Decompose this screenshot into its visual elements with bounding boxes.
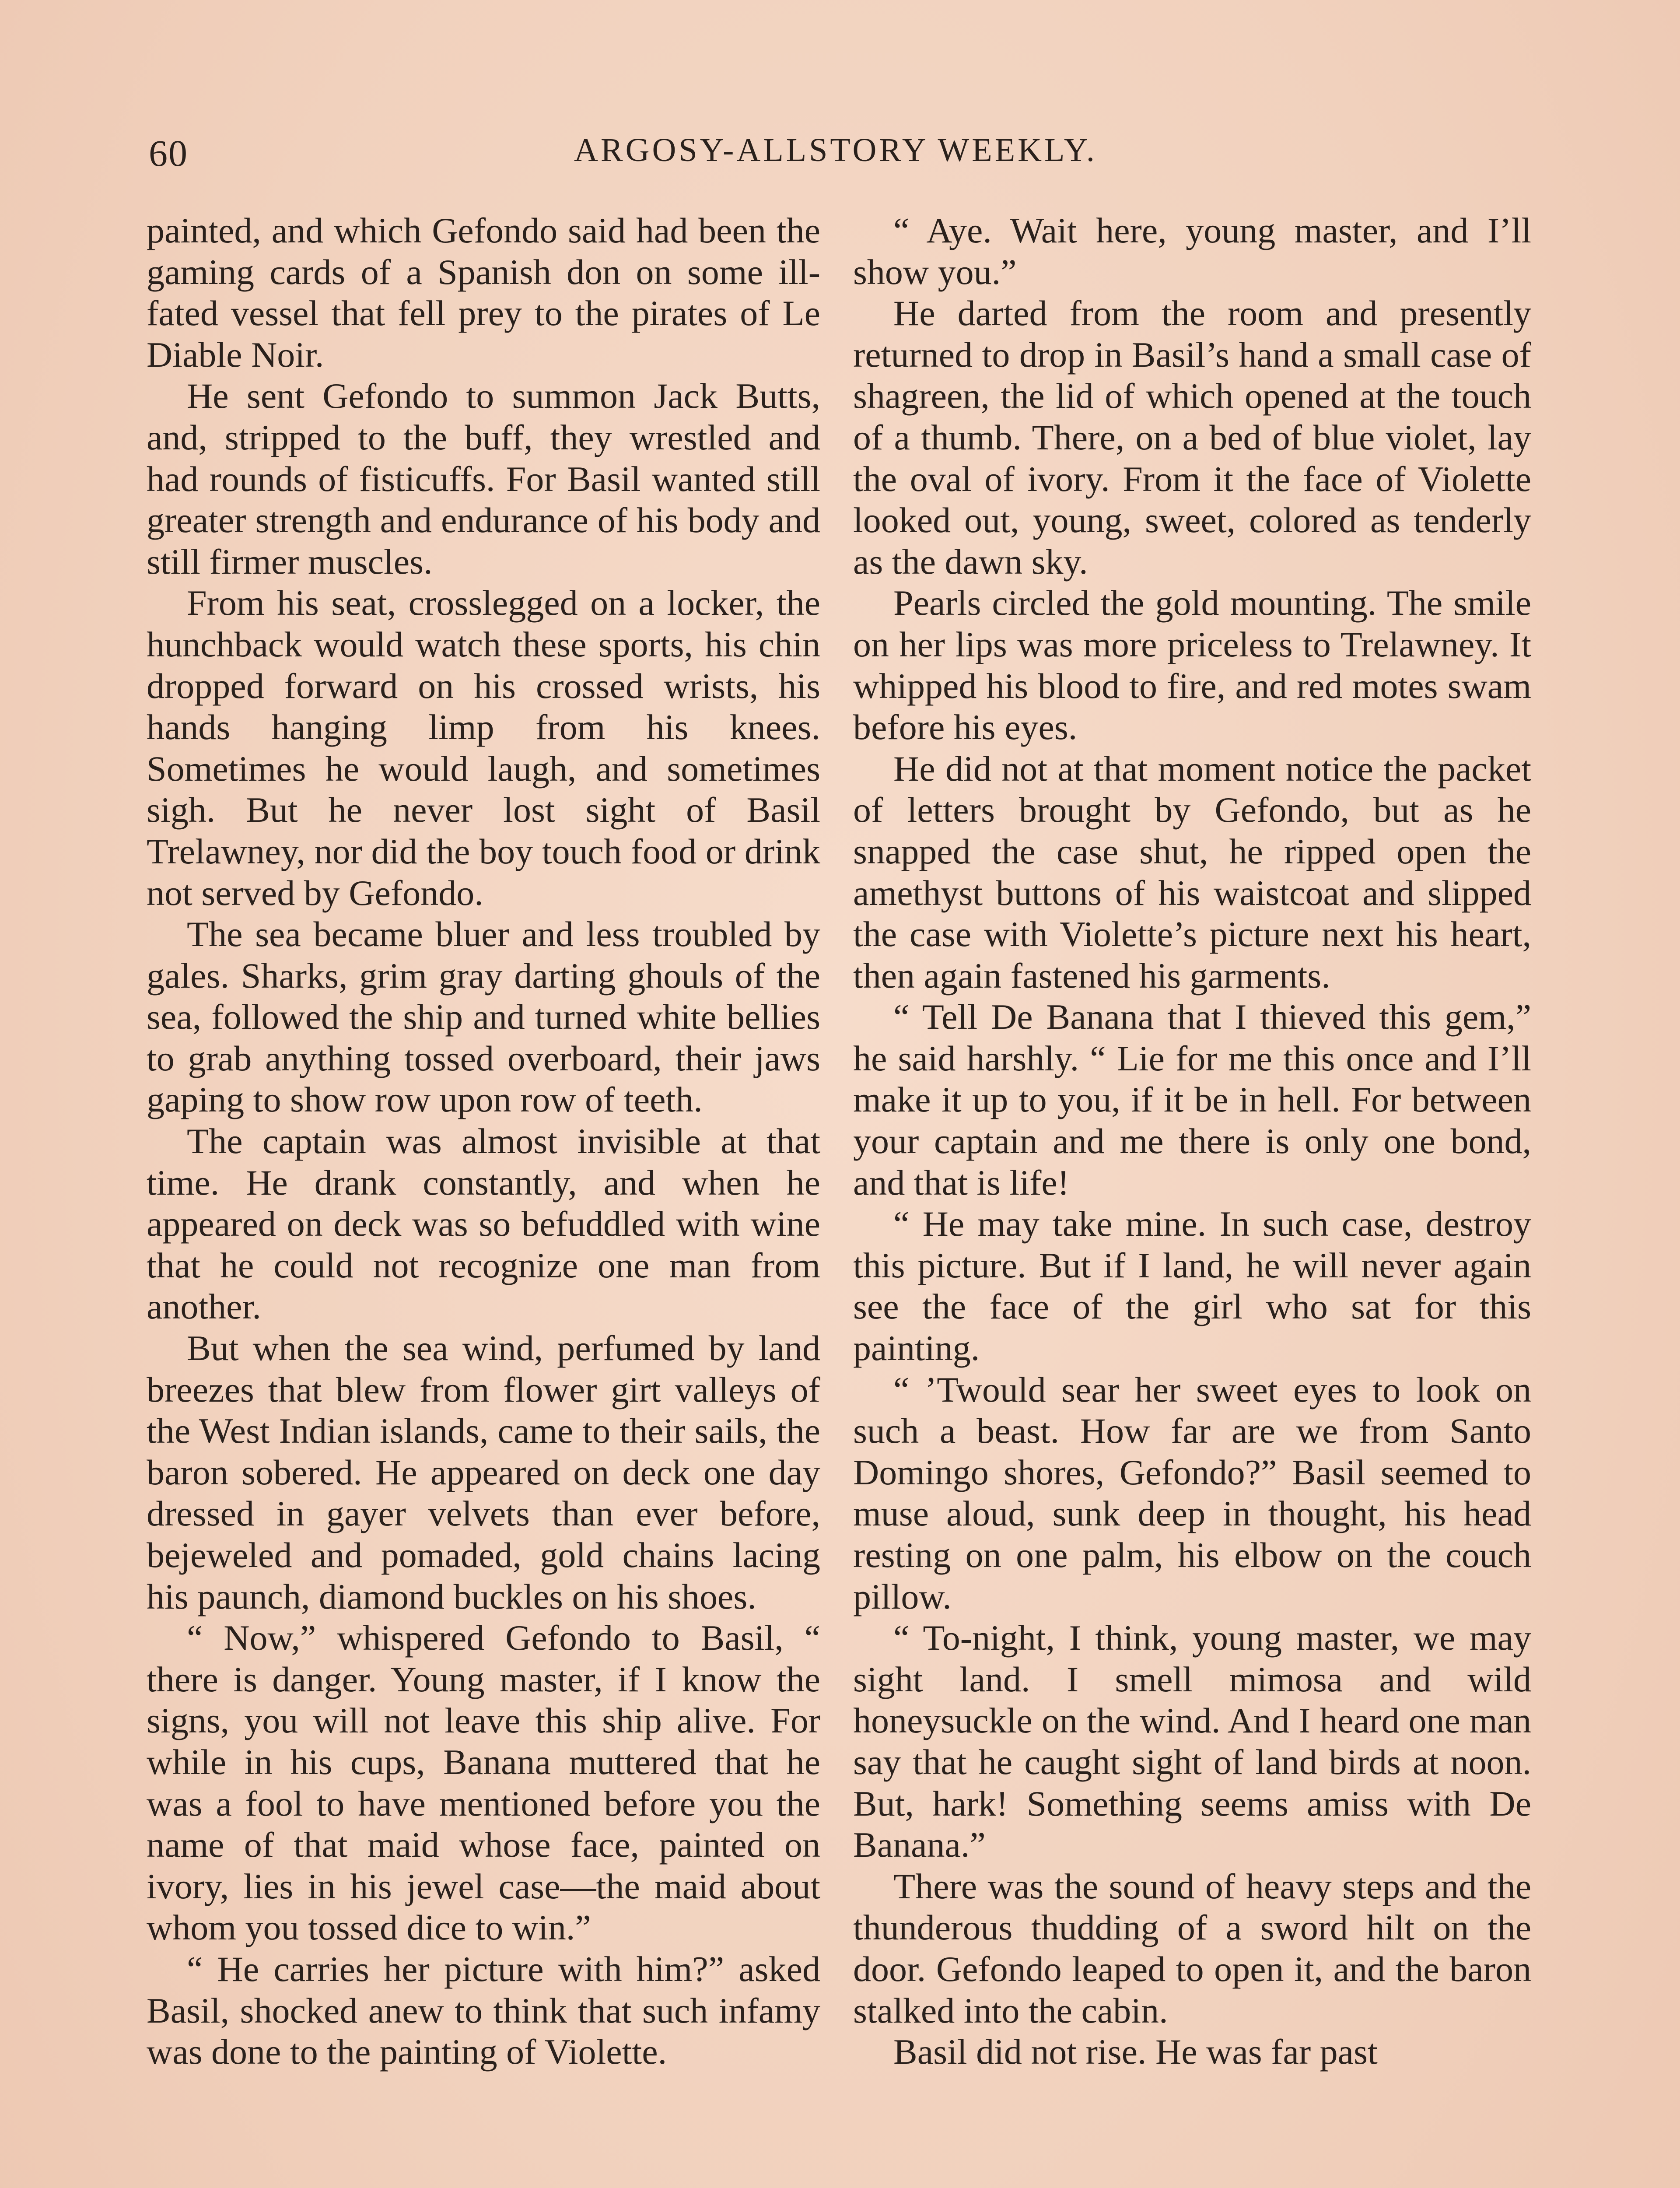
paragraph: “ Now,” whispered Gefondo to Basil, “ there is danger. Young master, if I know the signs, you will not leave this ship alive. For while in his cups, Banana muttered that he was a fool to have mentioned before you the name of that maid whose face, painted on ivory, lies in his jewel case—the maid about whom you tossed dice to win.” (147, 1618, 820, 1948)
paragraph: There was the sound of heavy steps and the thunderous thudding of a sword hilt on the door. Gefondo leaped to open it, and the baron stalked into the cabin. (853, 1866, 1531, 2030)
paragraph: He did not at that moment notice the packet of letters brought by Gefondo, but as he snapped the case shut, he ripped open the amethyst buttons of his waistcoat and slipped the case with Violette’s picture next his heart, then again fastened his garments. (853, 748, 1531, 996)
paragraph: “ Aye. Wait here, young master, and I’ll show you.” (853, 210, 1531, 292)
paragraph: The captain was almost invisible at that time. He drank constantly, and when he appeared on deck was so befuddled with wine that he could not recognize one man from another. (147, 1121, 820, 1327)
paragraph: “ ’Twould sear her sweet eyes to look on such a beast. How far are we from Santo Domingo shores, Gefondo?” Basil seemed to muse aloud, sunk deep in thought, his head resting on one palm, his elbow on the couch pillow. (853, 1369, 1531, 1616)
paragraph: But when the sea wind, perfumed by land breezes that blew from flower girt valleys of the West Indian islands, came to their sails, the baron sobered. He appeared on deck one day dressed in gayer velvets than ever before, bejeweled and pomaded, gold chains lacing his paunch, diamond buckles on his shoes. (147, 1328, 820, 1616)
page-number: 60 (149, 132, 188, 174)
paragraph: “ He may take mine. In such case, destroy this picture. But if I land, he will never again see the face of the girl who sat for this painting. (853, 1204, 1531, 1368)
paragraph: painted, and which Gefondo said had been the gaming cards of a Spanish don on some ill-fated vessel that fell prey to the pirates of Le Diable Noir. (147, 210, 820, 375)
paragraph: He darted from the room and presently returned to drop in Basil’s hand a small case of shagreen, the lid of which opened at the touch of a thumb. There, on a bed of blue violet, lay the oval of ivory. From it the face of Violette looked out, young, sweet, colored as tenderly as the dawn sky. (853, 293, 1531, 582)
paragraph: Basil did not rise. He was far past (893, 2032, 1378, 2072)
left-column (147, 210, 820, 2073)
paragraph: From his seat, crosslegged on a locker, the hunchback would watch these sports, his chin dropped forward on his crossed wrists, his hands hanging limp from his knees. Sometimes he would laugh, and sometimes sigh. But he never lost sight of Basil Trelawney, nor did the boy touch food or drink not served by Gefondo. (147, 583, 820, 913)
paragraph: “ Tell De Banana that I thieved this gem,” he said harshly. “ Lie for me this once and I’ll make it up to you, if it be in hell. For between your captain and me there is only one bond, and that is life! (853, 997, 1531, 1203)
page-header (149, 131, 1522, 184)
paragraph: He sent Gefondo to summon Jack Butts, and, stripped to the buff, they wrestled and had rounds of fisticuffs. For Basil wanted still greater strength and endurance of his body and still firmer muscles. (147, 376, 820, 582)
paragraph: Pearls circled the gold mounting. The smile on her lips was more priceless to Trelawney. It whipped his blood to fire, and red motes swam before his eyes. (853, 583, 1531, 747)
paragraph: “ He carries her picture with him?” asked Basil, shocked anew to think that such infamy was done to the painting of Violette. (147, 1949, 820, 2072)
right-column (853, 210, 1531, 2073)
paragraph: “ To-night, I think, young master, we may sight land. I smell mimosa and wild honeysuckle on the wind. And I heard one man say that he caught sight of land birds at noon. But, hark! Something seems amiss with De Banana.” (853, 1618, 1531, 1865)
running-head: ARGOSY-ALLSTORY WEEKLY. (574, 132, 1097, 168)
paragraph: The sea became bluer and less troubled by gales. Sharks, grim gray darting ghouls of the sea, followed the ship and turned white bellies to grab anything tossed overboard, their jaws gaping to show row upon row of teeth. (147, 914, 820, 1120)
